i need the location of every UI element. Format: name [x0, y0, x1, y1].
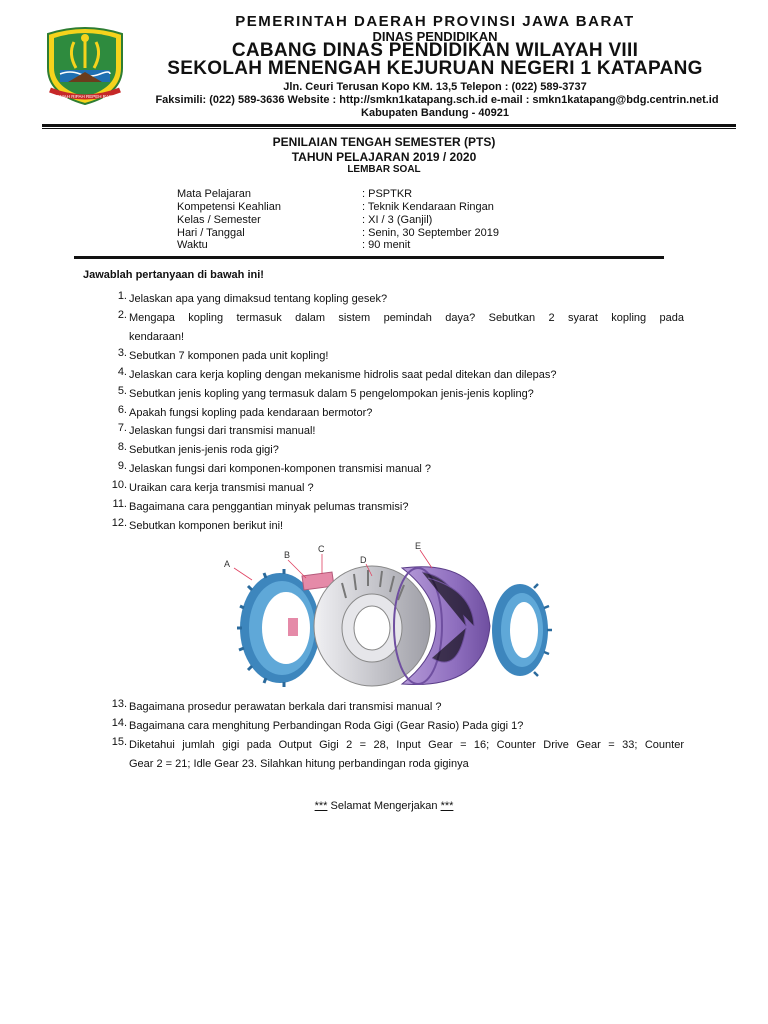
figure-label-e: E [415, 541, 422, 551]
figure-label-b: B [284, 550, 291, 560]
figure-label-d: D [360, 555, 367, 565]
info-value: : Senin, 30 September 2019 [362, 227, 499, 239]
question-number: 8. [117, 441, 127, 453]
question-text: Jelaskan apa yang dimaksud tentang kopling gesek? [129, 293, 388, 305]
info-value: : XI / 3 (Ganjil) [362, 214, 433, 226]
letterhead-department: DINAS PENDIDIKAN [372, 29, 498, 44]
question-text: Diketahui jumlah gigi pada Output Gigi 2 = 28, Input Gear = 16; Counter Drive Gear = 33; Counter [129, 739, 684, 751]
letterhead-government: PEMERINTAH DAERAH PROVINSI JAWA BARAT [235, 13, 635, 30]
question-number: 3. [117, 347, 127, 359]
instruction: Jawablah pertanyaan di bawah ini! [83, 269, 264, 281]
exam-title: PENILAIAN TENGAH SEMESTER (PTS) [272, 135, 496, 149]
synchronizer-hub [314, 566, 430, 686]
question-number: 2. [117, 309, 127, 321]
question-number: 15. [111, 736, 127, 748]
question-text: Sebutkan jenis-jenis roda gigi? [129, 444, 279, 456]
info-label: Kelas / Semester [177, 214, 261, 226]
letterhead-divider-thick [42, 124, 736, 127]
provincial-logo [40, 24, 130, 106]
question-number: 1. [117, 290, 127, 302]
closing-message [0, 800, 768, 812]
question-text: Mengapa kopling termasuk dalam sistem pemindah daya? Sebutkan 2 syarat kopling pada [129, 312, 684, 324]
question-text: Sebutkan jenis kopling yang termasuk dalam 5 pengelompokan jenis-jenis kopling? [129, 388, 534, 400]
closing-stars-right: *** [440, 800, 454, 812]
question-number: 7. [117, 422, 127, 434]
letterhead-city: Kabupaten Bandung - 40921 [361, 107, 509, 119]
question-text: Jelaskan cara kerja kopling dengan mekanisme hidrolis saat pedal ditekan dan dilepas? [129, 369, 557, 381]
letterhead-contact: Faksimili: (022) 589-3636 Website : http://smkn1katapang.sch.id e-mail : smkn1katapang@bdg.centrin.net.id [155, 94, 719, 106]
figure-label-a: A [224, 559, 231, 569]
right-synchronizer-ring [492, 584, 552, 676]
question-text: Bagaimana cara menghitung Perbandingan Roda Gigi (Gear Rasio) Pada gigi 1? [129, 720, 524, 732]
letterhead-address: Jln. Ceuri Terusan Kopo KM. 13,5 Telepon : (022) 589-3737 [283, 81, 587, 93]
question-text: Bagaimana cara penggantian minyak pelumas transmisi? [129, 501, 409, 513]
closing-stars-left: *** [314, 800, 328, 812]
question-text-continued: Gear 2 = 21; Idle Gear 23. Silahkan hitung perbandingan roda giginya [129, 758, 469, 770]
letterhead-branch: CABANG DINAS PENDIDIKAN WILAYAH VIII [231, 40, 639, 61]
info-label: Hari / Tanggal [177, 227, 245, 239]
question-text-continued: kendaraan! [129, 331, 185, 343]
exam-sheet-label: LEMBAR SOAL [347, 164, 421, 175]
question-text: Jelaskan fungsi dari komponen-komponen transmisi manual ? [129, 463, 432, 475]
question-text: Jelaskan fungsi dari transmisi manual! [129, 425, 316, 437]
synchronizer-figure [222, 538, 562, 693]
question-number: 6. [117, 404, 127, 416]
info-label: Waktu [177, 239, 208, 251]
info-value: : 90 menit [362, 239, 411, 251]
info-value: : Teknik Kendaraan Ringan [362, 201, 494, 213]
question-number: 13. [111, 698, 127, 710]
question-text: Uraikan cara kerja transmisi manual ? [129, 482, 314, 494]
info-value: : PSPTKR [362, 188, 413, 200]
question-number: 14. [111, 717, 127, 729]
header-divider [74, 256, 664, 259]
question-number: 10. [111, 479, 127, 491]
question-number: 4. [117, 366, 127, 378]
letterhead-divider-thin [42, 128, 736, 129]
closing-text: Selamat Mengerjakan [327, 800, 441, 812]
question-number: 11. [112, 498, 127, 510]
figure-label-c: C [318, 544, 325, 554]
question-text: Sebutkan 7 komponen pada unit kopling! [129, 350, 329, 362]
question-number: 12. [111, 517, 127, 529]
question-text: Apakah fungsi kopling pada kendaraan bermotor? [129, 407, 373, 419]
question-number: 9. [117, 460, 127, 472]
exam-year: TAHUN PELAJARAN 2019 / 2020 [291, 150, 477, 164]
question-number: 5. [117, 385, 127, 397]
question-text: Sebutkan komponen berikut ini! [129, 520, 284, 532]
question-text: Bagaimana prosedur perawatan berkala dari transmisi manual ? [129, 701, 442, 713]
info-label: Mata Pelajaran [177, 188, 251, 200]
info-label: Kompetensi Keahlian [177, 201, 281, 213]
letterhead-school-name: SEKOLAH MENENGAH KEJURUAN NEGERI 1 KATAPANG [167, 58, 703, 79]
logo-motto: GEMAH RIPAH REPEH RAPIH [53, 94, 117, 99]
